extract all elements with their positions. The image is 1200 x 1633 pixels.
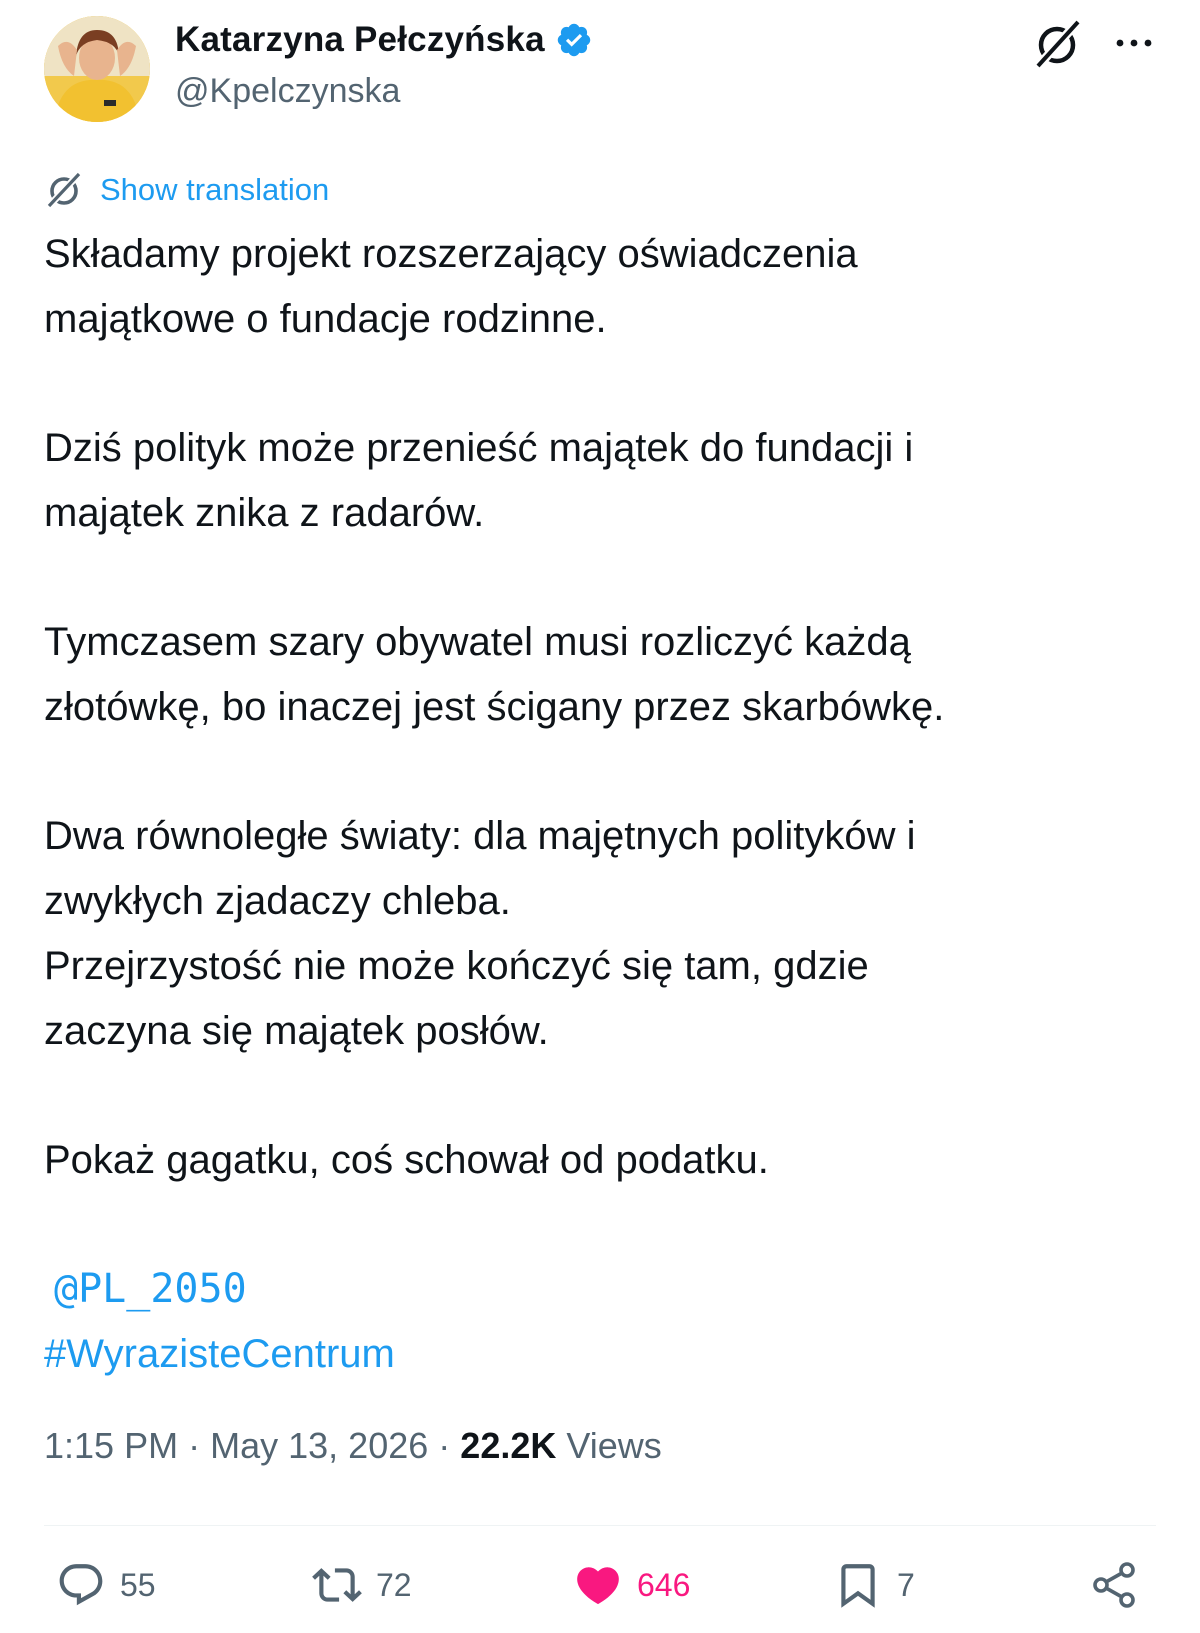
text-line: majątek znika z radarów. xyxy=(44,491,485,535)
bookmark-button[interactable] xyxy=(833,1560,915,1610)
links-block xyxy=(44,1257,1164,1387)
meta-separator: · xyxy=(438,1425,451,1466)
repost-count: 72 xyxy=(376,1566,412,1603)
text-line: Tymczasem szary obywatel musi rozliczyć każdą xyxy=(44,620,911,664)
text-line: zwykłych zjadaczy chleba. xyxy=(44,879,511,923)
tweet-time[interactable]: 1:15 PM xyxy=(44,1425,179,1466)
avatar[interactable] xyxy=(44,16,150,122)
verified-badge-icon xyxy=(555,21,593,59)
paragraph-5 xyxy=(44,1128,1164,1193)
show-translation-button[interactable] xyxy=(44,170,329,210)
share-icon xyxy=(1090,1560,1140,1610)
repost-button[interactable] xyxy=(312,1560,412,1610)
text-line: Pokaż gagatku, coś schował od podatku. xyxy=(44,1138,769,1182)
text-line: zaczyna się majątek posłów. xyxy=(44,1009,549,1053)
heart-icon xyxy=(573,1560,623,1610)
avatar-photo xyxy=(44,16,150,122)
like-count: 646 xyxy=(637,1566,691,1603)
grok-icon[interactable] xyxy=(1030,18,1084,72)
text-line: Dziś polityk może przenieść majątek do fundacji i xyxy=(44,426,914,470)
divider xyxy=(44,1525,1156,1526)
paragraph-1 xyxy=(44,222,1164,352)
grok-translate-icon xyxy=(44,170,84,210)
share-button[interactable] xyxy=(1090,1560,1140,1610)
show-translation-label[interactable]: Show translation xyxy=(100,172,330,207)
repost-icon xyxy=(312,1560,362,1610)
more-icon[interactable] xyxy=(1110,26,1158,60)
text-line: Przejrzystość nie może kończyć się tam, gdzie xyxy=(44,944,869,988)
reply-icon xyxy=(56,1560,106,1610)
meta-separator: · xyxy=(188,1425,201,1466)
text-line: Dwa równoległe światy: dla majętnych polityków i xyxy=(44,814,916,858)
bookmark-count: 7 xyxy=(897,1566,915,1603)
views-label: Views xyxy=(566,1425,662,1466)
paragraph-2 xyxy=(44,416,1164,546)
paragraph-4 xyxy=(44,804,1164,1064)
author-handle[interactable]: @Kpelczynska xyxy=(175,72,401,110)
hashtag-link[interactable]: #WyrazisteCentrum xyxy=(44,1332,395,1376)
action-bar xyxy=(0,1550,1200,1630)
author-name-row[interactable] xyxy=(175,20,593,60)
reply-button[interactable] xyxy=(56,1560,156,1610)
tweet-text xyxy=(44,222,1164,1387)
tweet-date[interactable]: May 13, 2026 xyxy=(210,1425,429,1466)
views-count: 22.2K xyxy=(460,1425,557,1466)
mention-link[interactable]: @PL_2050 xyxy=(54,1266,247,1312)
paragraph-3 xyxy=(44,610,1164,740)
bookmark-icon xyxy=(833,1560,883,1610)
text-line: majątkowe o fundacje rodzinne. xyxy=(44,297,607,341)
tweet-meta xyxy=(44,1425,662,1467)
like-button[interactable] xyxy=(573,1560,690,1610)
text-line: złotówkę, bo inaczej jest ścigany przez skarbówkę. xyxy=(44,685,945,729)
reply-count: 55 xyxy=(120,1566,156,1603)
text-line: Składamy projekt rozszerzający oświadczenia xyxy=(44,232,858,276)
tweet-header xyxy=(0,0,1200,130)
author-name[interactable]: Katarzyna Pełczyńska xyxy=(175,20,545,59)
